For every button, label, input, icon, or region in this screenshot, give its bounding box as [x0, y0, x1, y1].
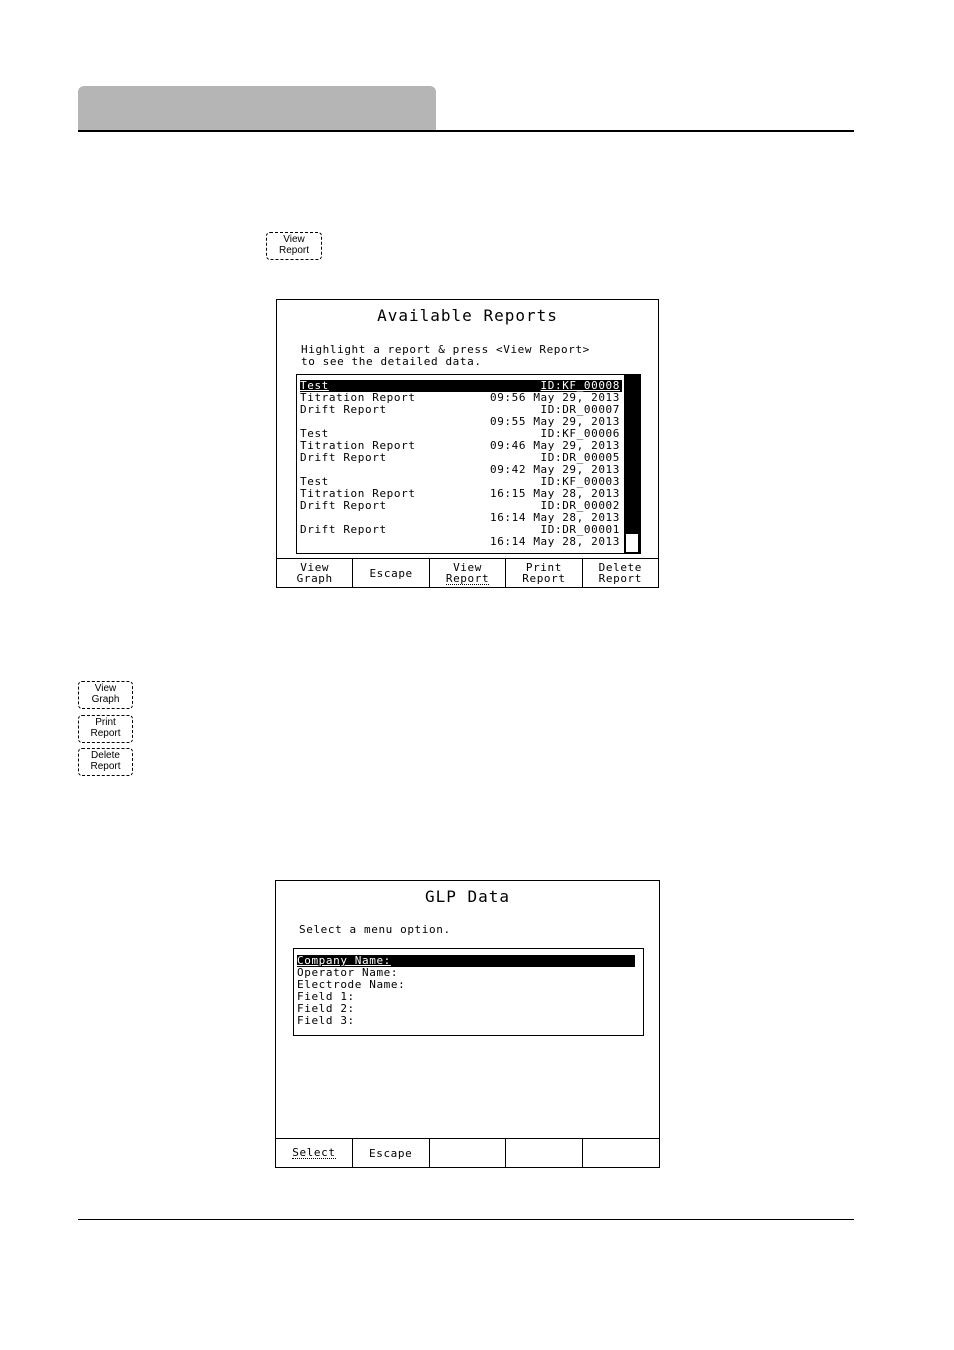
key-line-2: Report	[90, 728, 121, 739]
softkey-label: Print	[525, 561, 562, 574]
softkey-label: Report	[598, 572, 642, 585]
view-report-key-icon	[266, 232, 322, 260]
list-item-detail: 09:42 May 29, 2013	[489, 463, 620, 476]
glp-options-listbox[interactable]	[293, 948, 644, 1036]
list-item[interactable]	[297, 1015, 635, 1027]
footer-rule	[78, 1219, 854, 1220]
softkey-view-graph[interactable]	[277, 559, 352, 587]
softkey-select[interactable]	[276, 1139, 352, 1167]
list-item-detail: 16:14 May 28, 2013	[489, 511, 620, 524]
key-line-1: Print	[95, 717, 116, 728]
softkey-label: Graph	[296, 572, 333, 585]
softkey-view-report[interactable]	[429, 559, 505, 587]
screen-instruction: Highlight a report & press <View Report> to see the detailed data.	[301, 343, 590, 368]
list-item-detail: 09:55 May 29, 2013	[489, 415, 620, 428]
list-item-detail: ID:KF_00003	[540, 475, 620, 488]
list-item-label: Operator Name:	[297, 966, 399, 979]
screen-title: GLP Data	[424, 887, 511, 906]
reports-softkey-bar	[277, 558, 658, 587]
key-line-2: Report	[278, 245, 309, 256]
list-item-label: Titration Report	[300, 439, 416, 452]
softkey-label: Delete	[598, 561, 642, 574]
softkey-blank[interactable]	[582, 1139, 659, 1167]
softkey-label: Escape	[369, 1146, 413, 1160]
softkey-label: Report	[522, 572, 566, 585]
list-item-label: Drift Report	[300, 403, 387, 416]
softkey-print-report[interactable]	[505, 559, 581, 587]
list-item-label: Field 2:	[297, 1002, 355, 1015]
screen-instruction: Select a menu option.	[299, 923, 451, 936]
list-item-detail: ID:DR_00007	[540, 403, 620, 416]
available-reports-screen	[276, 299, 659, 588]
list-item-label: Test	[300, 379, 329, 392]
list-item-detail: ID:DR_00002	[540, 499, 620, 512]
key-line-2: Report	[90, 761, 121, 772]
list-item-label: Test	[300, 427, 329, 440]
glp-softkey-bar	[276, 1138, 659, 1167]
list-item-detail: ID:DR_00001	[540, 523, 620, 536]
softkey-blank[interactable]	[505, 1139, 582, 1167]
section-header-tab	[78, 86, 436, 130]
print-report-key-icon	[78, 715, 133, 743]
list-item-label: Drift Report	[300, 523, 387, 536]
list-item-detail: 16:15 May 28, 2013	[489, 487, 620, 500]
scrollbar[interactable]	[624, 375, 640, 553]
list-item-detail: 16:14 May 28, 2013	[489, 535, 620, 548]
glp-data-screen	[275, 880, 660, 1168]
list-item-label: Company Name:	[297, 954, 391, 967]
key-line-2: Graph	[91, 694, 120, 705]
softkey-delete-report[interactable]	[582, 559, 658, 587]
softkey-label: Escape	[369, 566, 413, 580]
reports-listbox[interactable]	[296, 374, 641, 554]
key-line-1: View	[94, 683, 117, 694]
softkey-label: View	[300, 561, 330, 574]
list-item-detail: 09:56 May 29, 2013	[489, 391, 620, 404]
delete-report-key-icon	[78, 748, 133, 776]
key-line-1: Delete	[91, 750, 120, 761]
view-graph-key-icon	[78, 681, 133, 709]
list-item-label: Drift Report	[300, 499, 387, 512]
softkey-escape[interactable]	[352, 559, 428, 587]
header-rule	[78, 130, 854, 132]
list-item-label: Field 3:	[297, 1014, 355, 1027]
list-item-label: Field 1:	[297, 990, 355, 1003]
softkey-label: Select	[292, 1146, 336, 1159]
list-item-detail: ID:KF_00008	[540, 379, 620, 392]
list-item-label: Titration Report	[300, 487, 416, 500]
softkey-escape[interactable]	[352, 1139, 429, 1167]
list-item-label: Test	[300, 475, 329, 488]
list-item-detail: 09:46 May 29, 2013	[489, 439, 620, 452]
softkey-label: View	[453, 560, 482, 574]
list-item-detail: ID:DR_00005	[540, 451, 620, 464]
list-item-label: Titration Report	[300, 391, 416, 404]
scrollbar-track-end	[625, 533, 639, 553]
list-item-label: Drift Report	[300, 451, 387, 464]
key-line-1: View	[283, 234, 305, 245]
screen-title: Available Reports	[377, 306, 558, 325]
softkey-label: Report	[445, 571, 490, 585]
list-item-detail: ID:KF_00006	[540, 427, 620, 440]
list-item-label: Electrode Name:	[297, 978, 406, 991]
list-item[interactable]	[300, 536, 622, 548]
softkey-blank[interactable]	[429, 1139, 506, 1167]
